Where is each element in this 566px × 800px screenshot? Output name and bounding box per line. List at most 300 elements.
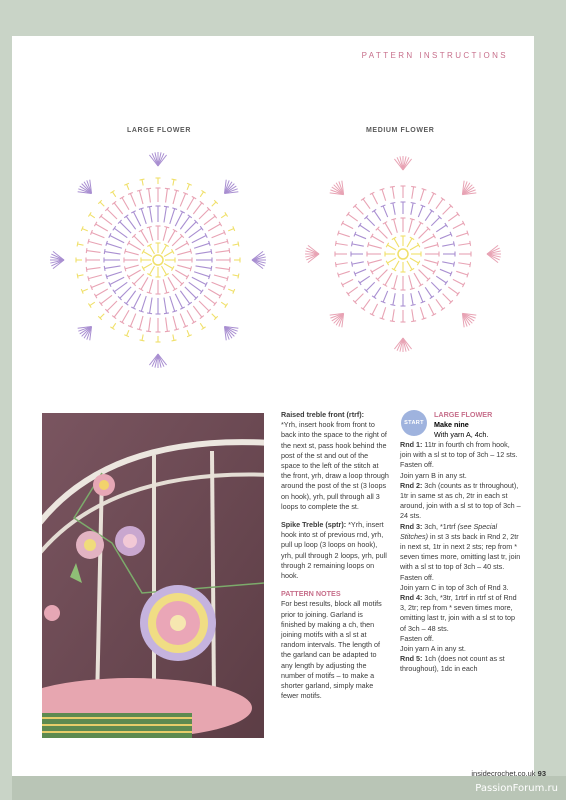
round-4-stitch-tick [380, 318, 385, 320]
round-4-stitch [130, 193, 135, 206]
round-5-stitch-tick [77, 274, 78, 279]
round-4-stitch [212, 232, 225, 237]
round-4-stitch-tick [174, 329, 179, 330]
round-3-stitch [185, 287, 196, 298]
round-2-stitch [394, 275, 398, 289]
round-3-stitch [107, 243, 122, 248]
round-3-stitch [355, 234, 366, 239]
round-4-stitch [348, 287, 358, 294]
round-2-stitch [419, 229, 429, 239]
round-5-stitch-tick [140, 340, 145, 341]
round-3-stitch [431, 217, 439, 225]
round-2-stitch-tick [410, 288, 415, 289]
large-flower-heading: LARGE FLOWER [434, 410, 493, 419]
round-2-stitch [175, 243, 187, 250]
round-3-stitch-tick [164, 206, 169, 207]
round-4-stitch-tick [165, 331, 170, 332]
round-4-stitch [456, 271, 467, 275]
round-2-stitch [385, 273, 392, 285]
round-2-stitch [409, 219, 413, 233]
pattern-notes-heading: PATTERN NOTES [281, 589, 341, 599]
round-3-stitch-tick [164, 313, 169, 314]
round-3-stitch [126, 216, 135, 229]
round-4-stitch [382, 307, 386, 318]
round-4-stitch [216, 251, 230, 253]
round-4-stitch [114, 203, 123, 214]
round-3-stitch [436, 276, 446, 283]
round-2-stitch [149, 227, 153, 241]
round-1-stitch [410, 258, 419, 263]
round-4-stitch [88, 275, 102, 279]
round-3-stitch [411, 293, 413, 305]
round-3-stitch [383, 206, 388, 217]
round-3-stitch-tick [390, 203, 395, 204]
centre-ring [153, 255, 163, 265]
round-3-stitch [120, 222, 131, 233]
round-3-stitch-tick [172, 311, 177, 313]
round-4-stitch-tick [422, 189, 427, 191]
round-4-stitch-tick [227, 239, 228, 244]
round-3-stitch [189, 282, 202, 291]
round-3-stitch [425, 211, 432, 221]
round-3-stitch [105, 252, 121, 255]
round-4-stitch [180, 193, 185, 206]
round-2-stitch-tick [125, 249, 126, 254]
round-4-stitch [392, 187, 394, 199]
round-4-stitch-tick [422, 318, 427, 320]
round-1-stitch [143, 252, 152, 257]
round-4-stitch [166, 318, 168, 332]
round-5-stitch [212, 202, 216, 206]
round-4-stitch [412, 187, 414, 199]
round-4-stitch [122, 310, 129, 322]
round-4-stitch [372, 193, 377, 204]
round-2-stitch [172, 274, 182, 284]
round-4-stitch [149, 189, 151, 203]
round-2-stitch-tick [164, 292, 169, 293]
rnd1-text: 11tr in fourth ch from hook, join with a sl st to top of 3ch – 12 sts. [400, 440, 518, 460]
round-3-stitch [185, 222, 196, 233]
round-4-stitch-tick [470, 241, 471, 246]
round-3-stitch [150, 298, 153, 314]
special-stitches-column [281, 410, 389, 701]
round-3-stitch [164, 298, 167, 314]
round-3-stitch [150, 207, 153, 223]
large-flower-heading-block [434, 410, 524, 441]
round-3-stitch [442, 262, 454, 264]
round-2-stitch [422, 265, 434, 272]
round-5-stitch [221, 214, 226, 217]
round-5-stitch-tick [77, 242, 78, 247]
round-3-stitch [418, 291, 423, 302]
round-3-stitch [141, 296, 146, 311]
round-2-stitch [177, 251, 191, 255]
round-1-stitch [150, 266, 155, 275]
round-4-stitch [363, 199, 370, 209]
round-3-stitch-tick [411, 203, 416, 204]
round-2-stitch-tick [190, 249, 191, 254]
round-2-stitch-tick [147, 292, 152, 293]
round-5-stitch [187, 330, 189, 336]
round-4-stitch [122, 198, 129, 210]
round-1-stitch [387, 245, 396, 250]
round-4-stitch [456, 233, 467, 237]
round-4-stitch [139, 190, 143, 204]
round-3-stitch [411, 203, 413, 215]
round-4-stitch [87, 251, 101, 253]
section-label: PATTERN INSTRUCTIONS [361, 51, 508, 60]
round-4-stitch [139, 316, 143, 330]
round-4-stitch-tick [146, 331, 151, 332]
round-1-stitch [150, 245, 155, 254]
round-4-stitch-tick [467, 231, 469, 236]
round-1-stitch [162, 266, 167, 275]
round-2-stitch [168, 277, 175, 289]
fasten-off-2: Fasten off. [400, 572, 434, 582]
round-4-stitch [453, 223, 464, 228]
round-4-stitch [130, 314, 135, 327]
round-4-stitch [107, 301, 117, 311]
round-4-stitch [216, 268, 230, 270]
round-4-stitch [101, 216, 112, 225]
large-flower-instructions [400, 440, 522, 675]
round-4-stitch [88, 241, 102, 245]
round-2-stitch [134, 236, 144, 246]
round-3-stitch-tick [104, 249, 105, 254]
round-5-stitch [221, 302, 226, 305]
round-3-stitch-tick [104, 266, 105, 271]
round-4-stitch [420, 189, 424, 200]
round-3-stitch [436, 225, 446, 232]
round-3-stitch [192, 277, 206, 284]
round-4-stitch-tick [88, 276, 89, 281]
round-4-stitch-tick [146, 188, 151, 189]
round-4-stitch [382, 189, 386, 200]
round-4-stitch [91, 282, 104, 287]
round-2-stitch-tick [410, 219, 415, 220]
round-3-stitch [194, 272, 209, 277]
round-1-stitch [143, 264, 152, 269]
round-2-stitch [177, 265, 191, 269]
round-3-stitch-tick [209, 241, 211, 246]
round-4-stitch [392, 309, 394, 321]
rnd4-label: Rnd 4: [400, 593, 423, 603]
round-2-stitch [368, 260, 382, 264]
round-2-stitch-tick [190, 266, 191, 271]
round-4-stitch [428, 193, 433, 204]
round-4-stitch [208, 289, 220, 296]
join-yarn-b: Join yarn B in any st. [400, 470, 467, 480]
round-3-stitch [170, 296, 175, 311]
round-4-stitch [96, 224, 108, 231]
centre-ring [398, 249, 408, 259]
round-4-stitch [338, 233, 349, 237]
round-3-stitch-tick [209, 274, 211, 279]
round-1-stitch [394, 261, 399, 270]
round-5-stitch [200, 192, 203, 197]
make-nine: Make nine [434, 420, 469, 430]
round-1-stitch [164, 252, 173, 257]
round-4-stitch-tick [174, 190, 179, 191]
round-4-stitch-tick [338, 273, 340, 278]
round-4-stitch-tick [86, 248, 87, 253]
round-4-stitch [187, 198, 194, 210]
round-4-stitch [453, 279, 464, 284]
round-2-stitch-tick [164, 227, 169, 228]
round-4-stitch-tick [390, 186, 395, 187]
round-4-stitch [107, 209, 117, 219]
round-4-stitch [199, 209, 209, 219]
rnd3-text-a: 3ch, *1rtrf [422, 521, 458, 531]
round-3-stitch-tick [454, 262, 455, 267]
round-2-stitch [409, 275, 413, 289]
round-3-stitch [180, 291, 189, 304]
round-1-stitch [410, 245, 419, 250]
round-3-stitch [192, 235, 206, 242]
round-4-stitch [91, 232, 104, 237]
round-5-stitch [82, 229, 88, 231]
round-4-stitch [87, 268, 101, 270]
round-3-stitch [418, 206, 423, 217]
round-2-stitch [125, 265, 139, 269]
round-3-stitch-tick [172, 208, 177, 210]
round-1-stitch [164, 264, 173, 269]
round-2-stitch [149, 279, 153, 293]
round-2-stitch [129, 243, 141, 250]
round-3-stitch [107, 272, 122, 277]
round-4-stitch [436, 299, 443, 309]
round-3-stitch [360, 276, 370, 283]
round-3-stitch [440, 234, 451, 239]
round-2-stitch [378, 270, 388, 280]
round-4-stitch [204, 216, 215, 225]
round-3-stitch [170, 209, 175, 224]
round-1-stitch [407, 261, 412, 270]
round-2-stitch [414, 273, 421, 285]
round-4-stitch [193, 203, 202, 214]
round-2-stitch [424, 245, 438, 249]
round-5-stitch [90, 214, 95, 217]
round-2-stitch [163, 279, 167, 293]
round-2-stitch [372, 265, 384, 272]
rnd5-text: 1ch (does not count as st throughout), 1dc in each [400, 654, 505, 674]
round-3-stitch-tick [211, 266, 212, 271]
round-5-stitch [142, 180, 143, 186]
round-4-stitch [180, 314, 185, 327]
round-2-stitch [134, 274, 144, 284]
rnd5-label: Rnd 5: [400, 654, 423, 664]
page-number: 93 [537, 769, 546, 778]
round-5-stitch [228, 289, 234, 291]
large-flower-title: LARGE FLOWER [127, 127, 191, 134]
round-5-stitch-tick [172, 340, 177, 341]
round-2-stitch [424, 260, 438, 264]
round-5-stitch [78, 244, 84, 245]
round-3-stitch [374, 287, 381, 297]
round-3-stitch [189, 228, 202, 237]
round-4-stitch [336, 243, 348, 245]
round-4-stitch [114, 306, 123, 317]
round-4-stitch [428, 304, 433, 315]
round-3-stitch [442, 244, 454, 246]
sptr-term: Spike Treble (sptr): [281, 520, 347, 530]
round-2-stitch [141, 231, 148, 243]
round-5-stitch [127, 184, 129, 190]
round-4-stitch [363, 299, 370, 309]
round-2-stitch-tick [437, 261, 438, 266]
round-4-stitch [458, 243, 470, 245]
round-2-stitch [168, 231, 175, 243]
round-3-stitch [196, 266, 212, 269]
round-1-stitch [162, 245, 167, 254]
round-5-stitch [173, 180, 174, 186]
round-4-stitch [443, 294, 451, 302]
round-2-stitch [419, 270, 429, 280]
round-5-stitch [100, 202, 104, 206]
round-4-stitch-tick [470, 262, 471, 267]
large-flower-chart [38, 140, 278, 380]
round-2-stitch [372, 236, 384, 243]
rnd2-label: Rnd 2: [400, 480, 423, 490]
footer-site: insidecrochet.co.uk [471, 769, 536, 778]
round-5-stitch-tick [140, 179, 145, 180]
round-3-stitch [133, 212, 140, 226]
round-5-stitch [100, 314, 104, 318]
rtrf-text: *Yrh, insert hook from front to back into the space to the right of the next st, pass hook behind the post of the st and out of the space to the left of the stitch at the front, yrh, draw a loop through around the post of the st (3 loops on hook), yrh, pull through all 3 loops to complete the st. [281, 420, 389, 511]
round-4-stitch-tick [467, 273, 469, 278]
round-3-stitch [374, 211, 381, 221]
round-5-stitch [112, 323, 115, 328]
round-3-stitch [440, 269, 451, 274]
round-3-stitch [110, 277, 124, 284]
round-3-stitch-tick [352, 262, 353, 267]
round-3-stitch [105, 266, 121, 269]
round-4-stitch-tick [165, 188, 170, 189]
rtrf-term: Raised treble front (rtrf): [281, 410, 365, 419]
round-5-stitch-tick [238, 242, 239, 247]
round-4-stitch [448, 287, 458, 294]
round-5-stitch [78, 275, 84, 276]
rnd3-text-b: in st 3 sts back in Rnd 2, 2tr in next st, 1tr in next 2 sts; rep from * seven times more, omitting last tr, join with a sl st to top of 3ch – 40 sts. [400, 531, 521, 572]
round-4-stitch [173, 316, 177, 330]
round-4-stitch [348, 214, 358, 221]
join-yarn-c: Join yarn C in top of 3ch of Rnd 3. [400, 582, 509, 592]
round-2-stitch [129, 270, 141, 277]
medium-flower-chart [292, 143, 514, 365]
fasten-off-1: Fasten off. [400, 460, 434, 470]
round-3-stitch [180, 216, 189, 229]
rnd1-label: Rnd 1: [400, 440, 423, 449]
round-2-stitch-tick [391, 288, 396, 289]
round-5-stitch [228, 229, 234, 231]
round-3-stitch [393, 203, 395, 215]
round-5-stitch [212, 314, 216, 318]
round-4-stitch [149, 318, 151, 332]
round-4-stitch [420, 307, 424, 318]
round-5-stitch [173, 335, 174, 341]
round-3-stitch [175, 294, 182, 308]
rnd3-special-ref: (see Special Stitches) [400, 521, 498, 541]
round-3-stitch [352, 244, 364, 246]
round-1-stitch [387, 258, 396, 263]
round-2-stitch-tick [391, 219, 396, 220]
round-5-stitch [233, 244, 239, 245]
round-3-stitch [355, 269, 366, 274]
round-3-stitch [133, 294, 140, 308]
round-3-stitch [393, 293, 395, 305]
round-4-stitch-tick [338, 231, 340, 236]
round-5-stitch [82, 289, 88, 291]
round-2-stitch-tick [368, 261, 369, 266]
round-2-stitch [378, 229, 388, 239]
round-5-stitch [127, 330, 129, 336]
round-2-stitch [422, 236, 434, 243]
round-4-stitch-tick [411, 186, 416, 187]
round-3-stitch-tick [411, 305, 416, 306]
round-4-stitch-tick [137, 190, 142, 191]
round-4-stitch [101, 295, 112, 304]
round-4-stitch-tick [335, 262, 336, 267]
garland-photo [42, 413, 264, 738]
round-3-stitch [425, 287, 432, 297]
round-2-stitch [163, 227, 167, 241]
round-2-stitch-tick [368, 242, 369, 247]
round-4-stitch-tick [229, 248, 230, 253]
round-4-stitch [436, 199, 443, 209]
round-4-stitch-tick [390, 321, 395, 322]
round-4-stitch-tick [227, 276, 228, 281]
round-4-stitch [448, 214, 458, 221]
round-3-stitch [164, 207, 167, 223]
round-5-stitch [187, 184, 189, 190]
round-4-stitch [372, 304, 377, 315]
round-4-stitch-tick [229, 267, 230, 272]
round-4-stitch [336, 263, 348, 265]
round-2-stitch [385, 223, 392, 235]
round-3-stitch [383, 291, 388, 302]
round-3-stitch [175, 212, 182, 226]
round-3-stitch-tick [390, 305, 395, 306]
round-5-stitch [200, 323, 203, 328]
round-4-stitch [342, 279, 353, 284]
round-4-stitch-tick [86, 267, 87, 272]
round-3-stitch [126, 291, 135, 304]
round-2-stitch [368, 245, 382, 249]
round-3-stitch [141, 209, 146, 224]
round-2-stitch-tick [437, 242, 438, 247]
start-badge: START [401, 410, 427, 436]
round-3-stitch [431, 282, 439, 290]
round-5-stitch-tick [238, 274, 239, 279]
round-2-stitch-tick [125, 266, 126, 271]
round-3-stitch-tick [139, 311, 144, 313]
round-5-stitch [233, 275, 239, 276]
intro-text: With yarn A, 4ch. [434, 430, 489, 440]
round-3-stitch [366, 217, 374, 225]
round-2-stitch [125, 251, 139, 255]
round-4-stitch [355, 206, 363, 214]
round-4-stitch [338, 271, 349, 275]
round-3-stitch-tick [106, 274, 108, 279]
round-4-stitch-tick [380, 189, 385, 191]
round-1-stitch [407, 238, 412, 247]
round-5-stitch [90, 302, 95, 305]
medium-flower-title: MEDIUM FLOWER [366, 127, 435, 134]
round-2-stitch [175, 270, 187, 277]
round-2-stitch [172, 236, 182, 246]
round-4-stitch [458, 263, 470, 265]
round-4-stitch-tick [88, 239, 89, 244]
